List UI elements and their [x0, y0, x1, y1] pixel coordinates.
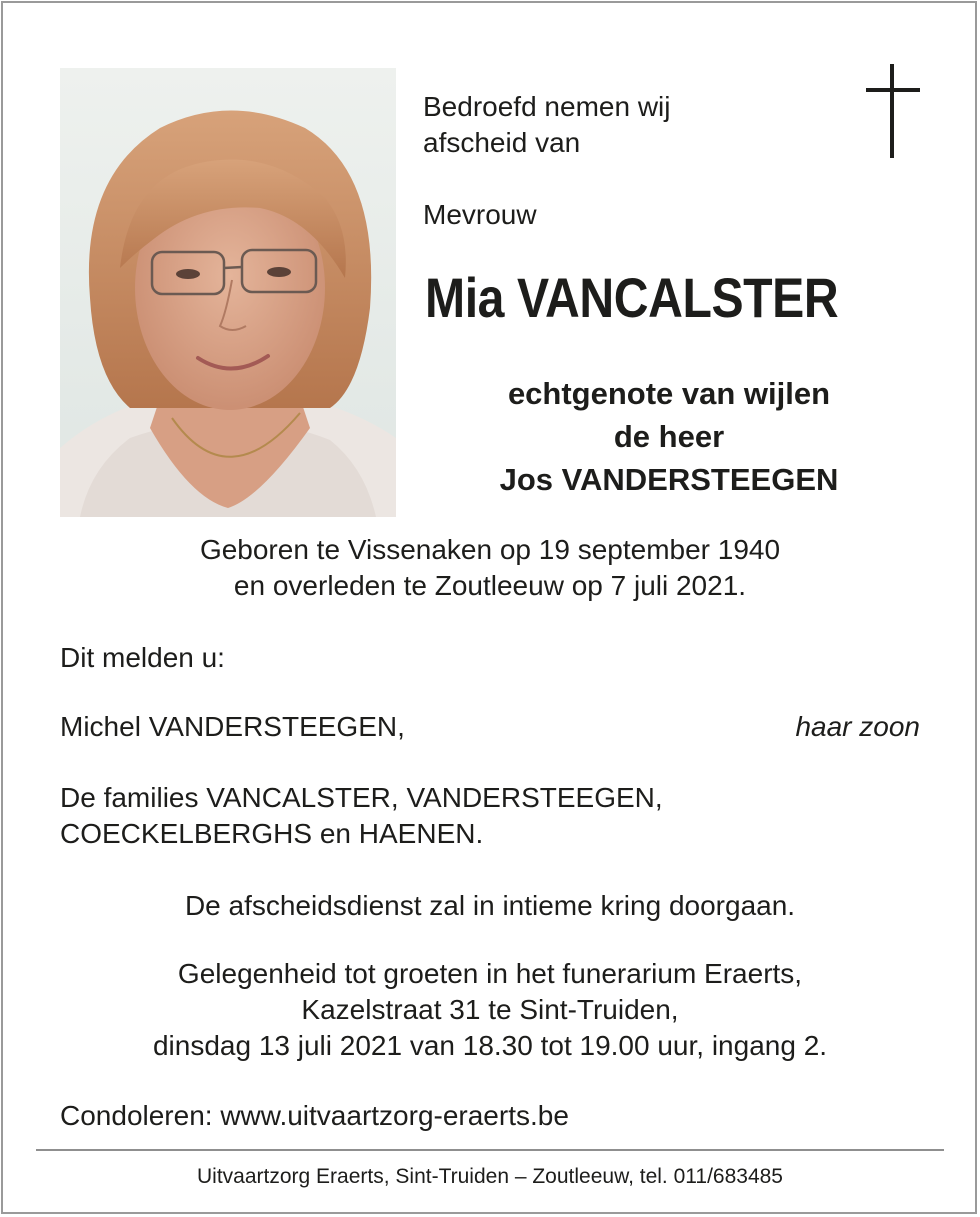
visit-line-2: Kazelstraat 31 te Sint-Truiden, — [301, 994, 679, 1025]
spouse-line-2: de heer — [613, 419, 725, 454]
intro-line-2: afscheid van — [423, 127, 581, 158]
families-line-2: COECKELBERGHS en HAENEN. — [60, 818, 484, 849]
intro-text — [423, 89, 670, 161]
dates-block — [0, 532, 980, 604]
announce-text: Dit melden u: — [60, 642, 225, 673]
spouse-line-3: Jos VANDERSTEEGEN — [499, 462, 839, 497]
spouse-line-1: echtgenote van wijlen — [507, 376, 831, 411]
cross-vertical-bar — [890, 64, 894, 158]
deceased-name: Mia VANCALSTER — [425, 266, 839, 329]
portrait-photo — [60, 68, 396, 517]
condolences-link[interactable]: Condoleren: www.uitvaartzorg-eraerts.be — [60, 1100, 569, 1131]
cross-horizontal-bar — [866, 88, 920, 92]
birth-line: Geboren te Vissenaken op 19 september 1940 — [199, 534, 781, 565]
latin-cross-icon — [866, 64, 920, 158]
footer-divider — [36, 1149, 944, 1151]
honorific: Mevrouw — [423, 199, 537, 230]
visit-line-3: dinsdag 13 juli 2021 van 18.30 tot 19.00 uur, ingang 2. — [152, 1030, 828, 1061]
families-block — [60, 780, 663, 852]
relative-name: Michel VANDERSTEEGEN, — [60, 711, 405, 742]
relative-role: haar zoon — [795, 711, 920, 742]
intro-line-1: Bedroefd nemen wij — [423, 91, 671, 122]
footer-text: Uitvaartzorg Eraerts, Sint-Truiden – Zoutleeuw, tel. 011/683485 — [197, 1165, 783, 1188]
service-text: De afscheidsdienst zal in intieme kring doorgaan. — [184, 890, 796, 921]
death-line: en overleden te Zoutleeuw op 7 juli 2021. — [233, 570, 747, 601]
visit-line-1: Gelegenheid tot groeten in het funerarium Eraerts, — [177, 958, 803, 989]
families-line-1: De families VANCALSTER, VANDERSTEEGEN, — [60, 782, 663, 813]
visit-block — [0, 956, 980, 1064]
spouse-block — [398, 372, 940, 501]
